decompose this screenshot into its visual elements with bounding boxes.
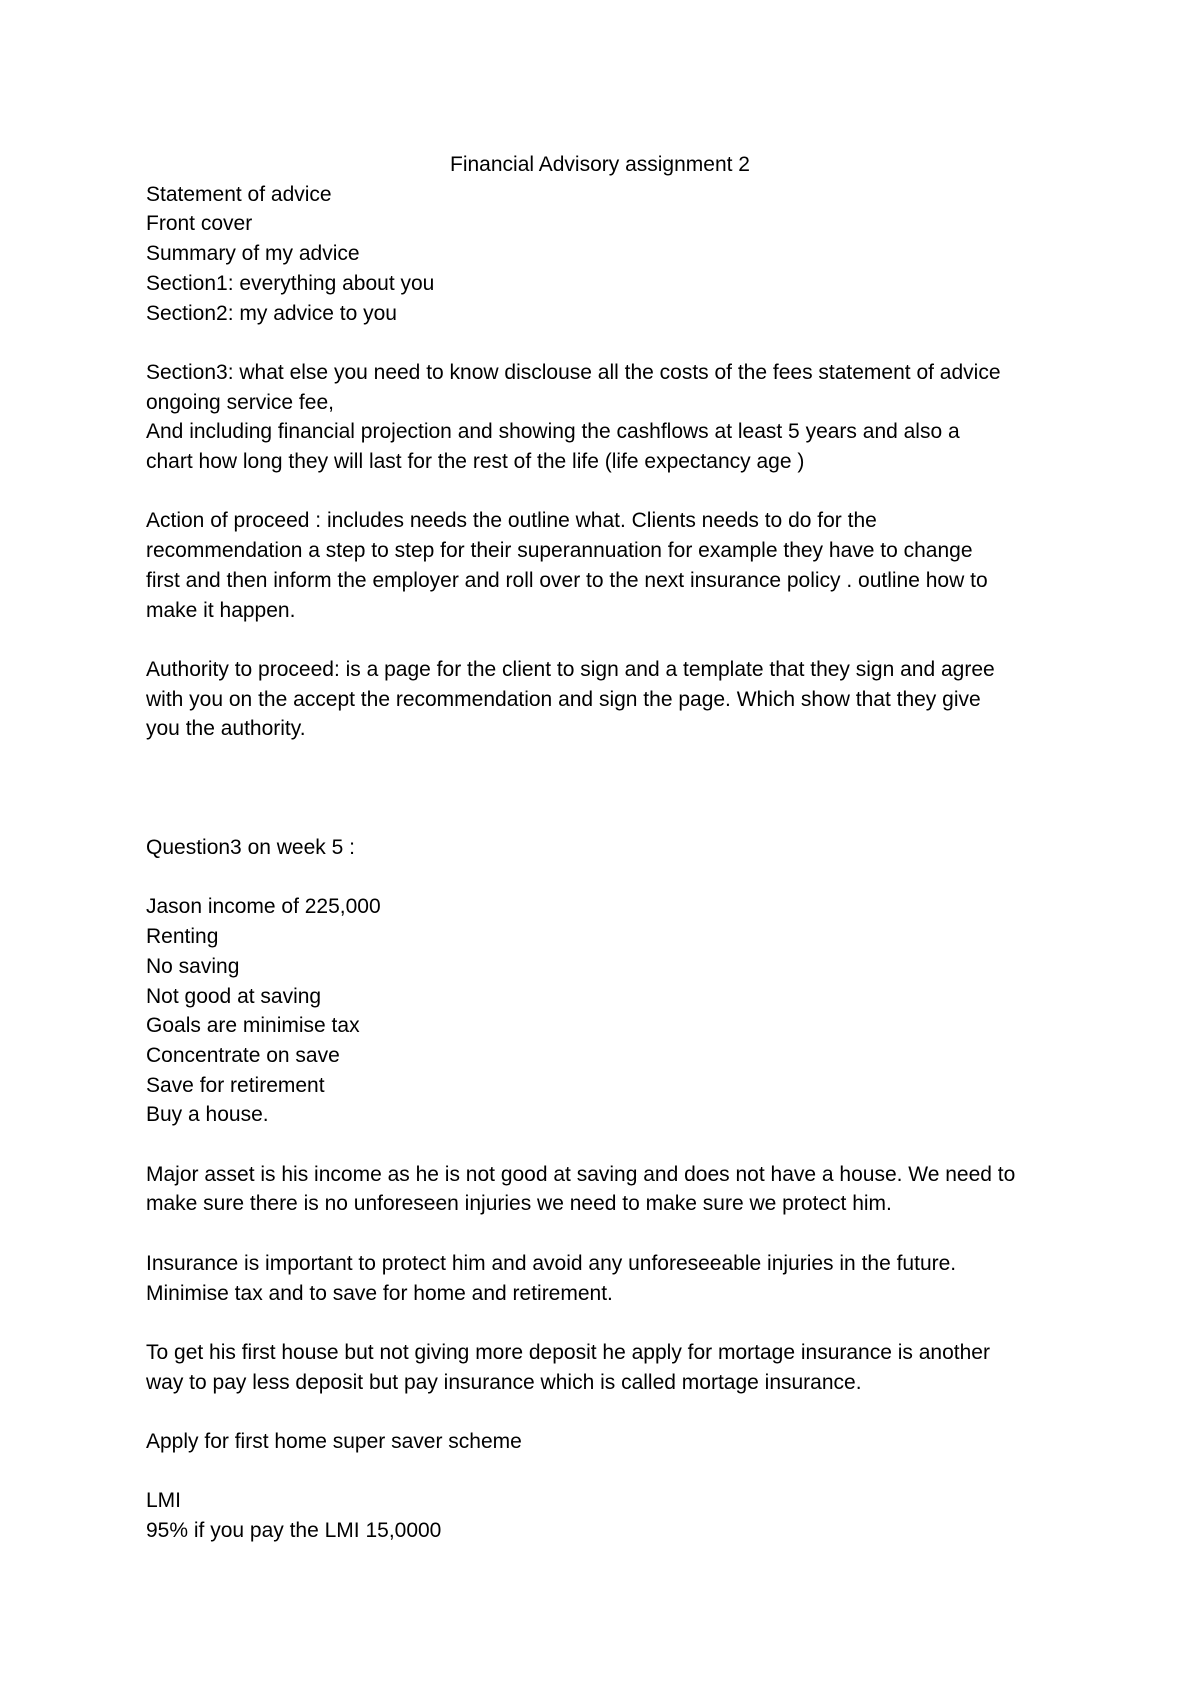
spacer [146, 625, 1076, 655]
list-item: Concentrate on save [146, 1043, 340, 1067]
spacer [146, 1457, 1076, 1487]
text-line: Major asset is his income as he is not good at saving and does not have a house. We need to [146, 1162, 1016, 1186]
section3-paragraph [146, 358, 1076, 477]
text-line: make sure there is no unforeseen injuries we need to make sure we protect him. [146, 1192, 892, 1216]
text-line: recommendation a step to step for their superannuation for example they have to change [146, 539, 973, 563]
scheme-line: Apply for first home super saver scheme [146, 1430, 522, 1453]
spacer [146, 1308, 1076, 1338]
text-line: way to pay less deposit but pay insurance which is called mortage insurance. [146, 1370, 862, 1394]
text-line: first and then inform the employer and roll over to the next insurance policy . outline how to [146, 568, 988, 592]
spacer [146, 1397, 1076, 1427]
jason-facts-list [146, 892, 1076, 1130]
text-line: Authority to proceed: is a page for the client to sign and a template that they sign and agree [146, 657, 995, 681]
list-item: Save for retirement [146, 1073, 325, 1097]
text-line: Section3: what else you need to know disclouse all the costs of the fees statement of advice [146, 360, 1001, 384]
text-line: Insurance is important to protect him and avoid any unforeseeable injuries in the future. [146, 1251, 957, 1275]
spacer [146, 1130, 1076, 1160]
text-line: And including financial projection and showing the cashflows at least 5 years and also a [146, 420, 960, 444]
spacer [146, 477, 1076, 507]
asset-paragraph [146, 1160, 1076, 1219]
text-line: make it happen. [146, 598, 296, 622]
list-item: Renting [146, 925, 219, 949]
text-line: Action of proceed : includes needs the outline what. Clients needs to do for the [146, 509, 877, 533]
lmi-heading: LMI [146, 1489, 182, 1513]
house-paragraph [146, 1338, 1076, 1397]
text-line: To get his first house but not giving more deposit he apply for mortage insurance is another [146, 1340, 990, 1364]
outline-item: Front cover [146, 212, 253, 236]
text-line: with you on the accept the recommendation and sign the page. Which show that they give [146, 687, 981, 711]
spacer [146, 1219, 1076, 1249]
text-line: chart how long they will last for the rest of the life (life expectancy age ) [146, 450, 805, 474]
question-heading: Question3 on week 5 : [146, 836, 355, 860]
spacer [146, 744, 1076, 833]
list-item: Jason income of 225,000 [146, 895, 381, 919]
text-line: you the authority. [146, 717, 306, 741]
outline-item: Section1: everything about you [146, 271, 435, 295]
spacer [146, 863, 1076, 893]
outline-item: Statement of advice [146, 182, 332, 206]
list-item: Not good at saving [146, 984, 322, 1008]
insurance-paragraph [146, 1249, 1076, 1308]
lmi-detail: 95% if you pay the LMI 15,0000 [146, 1519, 442, 1543]
text-line: Minimise tax and to save for home and retirement. [146, 1281, 613, 1305]
document-title: Financial Advisory assignment 2 [450, 153, 750, 176]
spacer [146, 328, 1076, 358]
list-item: Goals are minimise tax [146, 1014, 360, 1038]
outline-item: Section2: my advice to you [146, 301, 397, 325]
list-item: No saving [146, 954, 240, 978]
document-page [146, 150, 1076, 1546]
authority-paragraph [146, 655, 1076, 744]
outline-item: Summary of my advice [146, 242, 360, 266]
text-line: ongoing service fee, [146, 390, 334, 414]
action-paragraph [146, 506, 1076, 625]
list-item: Buy a house. [146, 1103, 269, 1127]
